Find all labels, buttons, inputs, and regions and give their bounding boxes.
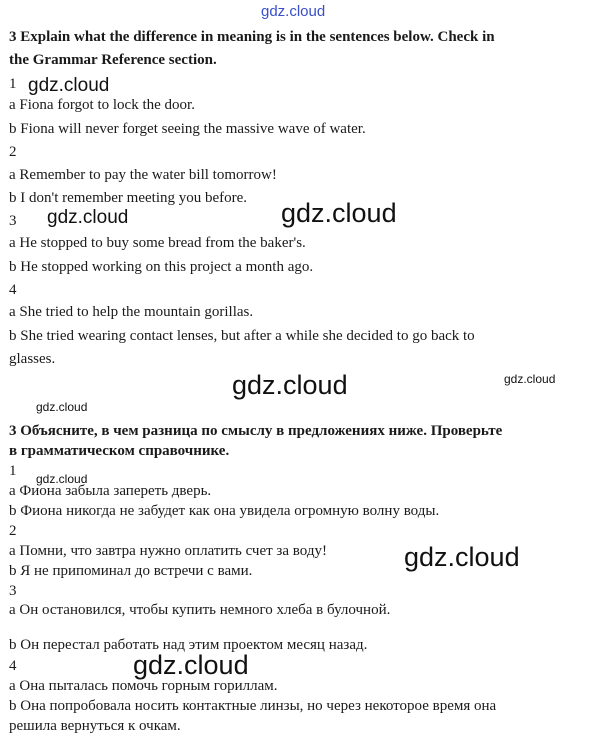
watermark: gdz.cloud (47, 207, 129, 228)
watermark: gdz.cloud (232, 370, 348, 400)
sentence-b: b Fiona will never forget seeing the massive wave of water. (9, 121, 366, 137)
sentence-a: a Fiona forgot to lock the door. (9, 97, 195, 113)
sentence-b: b I don't remember meeting you before. (9, 190, 248, 206)
sentence-a: a Она пыталась помочь горным гориллам. (9, 678, 278, 694)
item-number: 1 (9, 463, 17, 479)
exercise-heading-ru: 3 Объясните, в чем разница по смыслу в предложениях ниже. Проверьте (9, 423, 503, 439)
item-number: 2 (9, 144, 17, 160)
sentence-b: b She tried wearing contact lenses, but after a while she decided to go back to (9, 328, 475, 344)
sentence-a: a Remember to pay the water bill tomorrow! (9, 167, 277, 183)
sentence-b: b Я не припоминал до встречи с вами. (9, 563, 253, 579)
watermark: gdz.cloud (28, 75, 110, 96)
item-number: 3 (9, 583, 17, 599)
sentence-a: a Помни, что завтра нужно оплатить счет за воду! (9, 543, 327, 559)
sentence-b: b Она попробовала носить контактные линзы, но через некоторое время она (9, 698, 497, 714)
sentence-b-continued: glasses. (9, 351, 56, 367)
sentence-a: a Он остановился, чтобы купить немного хлеба в булочной. (9, 602, 391, 618)
item-number: 1 (9, 76, 17, 92)
exercise-heading-en: 3 Explain what the difference in meaning is in the sentences below. Check in (9, 29, 495, 45)
watermark: gdz.cloud (504, 372, 556, 386)
sentence-a: a She tried to help the mountain gorillas. (9, 304, 254, 320)
watermark: gdz.cloud (36, 472, 88, 486)
item-number: 4 (9, 282, 17, 298)
watermark-top: gdz.cloud (261, 3, 326, 20)
item-number: 4 (9, 658, 17, 674)
sentence-b-continued: решила вернуться к очкам. (9, 718, 181, 734)
watermark: gdz.cloud (281, 198, 397, 228)
sentence-a: a He stopped to buy some bread from the baker's. (9, 235, 306, 251)
item-number: 3 (9, 213, 17, 229)
exercise-heading-en: the Grammar Reference section. (9, 52, 217, 68)
sentence-a: a Фиона забыла запереть дверь. (9, 483, 212, 499)
sentence-b: b Фиона никогда не забудет как она увидела огромную волну воды. (9, 503, 440, 519)
watermark: gdz.cloud (404, 542, 520, 572)
item-number: 2 (9, 523, 17, 539)
watermark: gdz.cloud (133, 650, 249, 680)
sentence-b: b He stopped working on this project a month ago. (9, 259, 314, 275)
exercise-heading-ru: в грамматическом справочнике. (9, 443, 230, 459)
sentence-b: b Он перестал работать над этим проектом месяц назад. (9, 637, 368, 653)
watermark: gdz.cloud (36, 400, 88, 414)
